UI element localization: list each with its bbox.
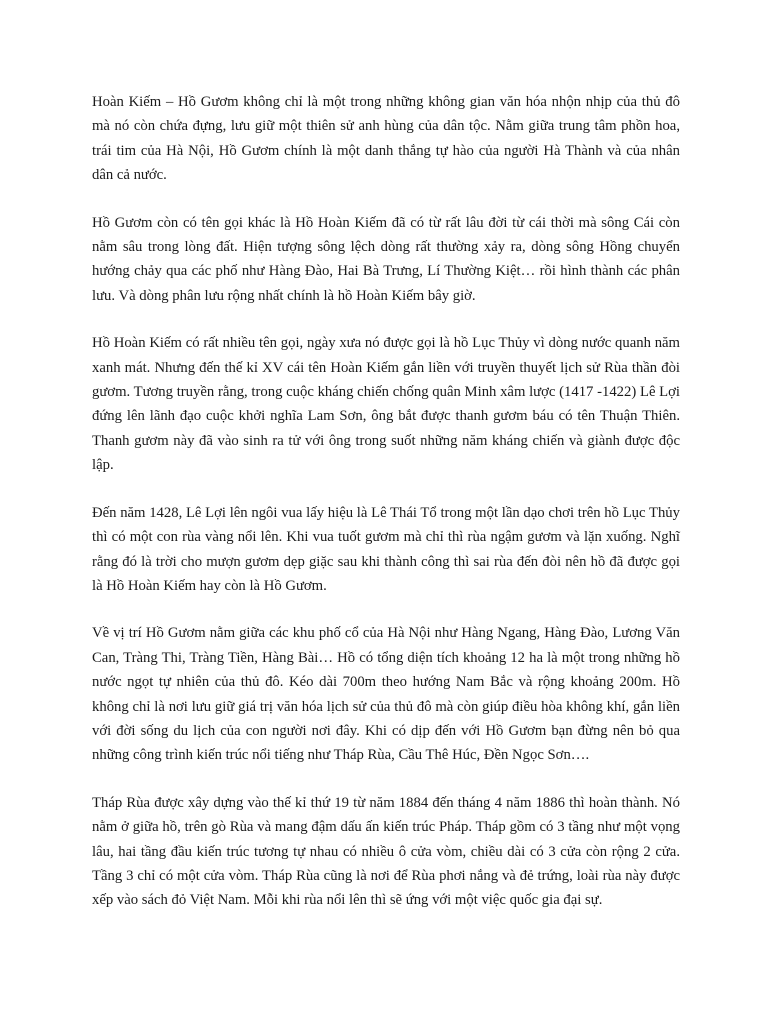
- paragraph-2: Hồ Gươm còn có tên gọi khác là Hồ Hoàn Kiếm đã có từ rất lâu đời từ cái thời mà sông Cái còn nằm sâu trong lòng đất. Hiện tượng sông lệch dòng rất thường xảy ra, dòng sông Hồng chuyển hướng chảy qua các phố như Hàng Đào, Hai Bà Trưng, Lí Thường Kiệt… rồi hình thành các phân lưu. Và dòng phân lưu rộng nhất chính là hồ Hoàn Kiếm bây giờ.: [92, 214, 680, 304]
- paragraph-5: Về vị trí Hồ Gươm nằm giữa các khu phố cổ của Hà Nội như Hàng Ngang, Hàng Đào, Lương Văn Can, Tràng Thi, Tràng Tiền, Hàng Bài… Hồ có tổng diện tích khoảng 12 ha là một trong những hồ nước ngọt tự nhiên của thủ đô. Kéo dài 700m theo hướng Nam Bắc và rộng khoảng 200m. Hồ không chỉ là nơi lưu giữ giá trị văn hóa lịch sử của thủ đô mà còn giúp điều hòa không khí, gắn liền với đời sống du lịch của con người nơi đây. Khi có dịp đến với Hồ Gươm bạn đừng nên bỏ qua những công trình kiến trúc nổi tiếng như Tháp Rùa, Cầu Thê Húc, Đền Ngọc Sơn….: [92, 625, 680, 764]
- paragraph-1: Hoàn Kiếm – Hồ Gươm không chỉ là một trong những không gian văn hóa nhộn nhịp của thủ đô mà nó còn chứa đựng, lưu giữ một thiên sử anh hùng của dân tộc. Nằm giữa trung tâm phồn hoa, trái tim của Hà Nội, Hồ Gươm chính là một danh thắng tự hào của người Hà Thành và của nhân dân cả nước.: [92, 94, 680, 184]
- document-page: [92, 90, 680, 936]
- paragraph-3: Hồ Hoàn Kiếm có rất nhiều tên gọi, ngày xưa nó được gọi là hồ Lục Thủy vì dòng nước quanh năm xanh mát. Nhưng đến thế kỉ XV cái tên Hoàn Kiếm gắn liền với truyền thuyết lịch sử Rùa thần đòi gươm. Tương truyền rằng, trong cuộc kháng chiến chống quân Minh xâm lược (1417 -1422) Lê Lợi đứng lên lãnh đạo cuộc khởi nghĩa Lam Sơn, ông bắt được thanh gươm báu có tên Thuận Thiên. Thanh gươm này đã vào sinh ra tử với ông trong suốt những năm kháng chiến và giành được độc lập.: [92, 335, 680, 474]
- paragraph-6: Tháp Rùa được xây dựng vào thế kỉ thứ 19 từ năm 1884 đến tháng 4 năm 1886 thì hoàn thành. Nó nằm ở giữa hồ, trên gò Rùa và mang đậm dấu ấn kiến trúc Pháp. Tháp gồm có 3 tầng như một vọng lâu, hai tầng đầu kiến trúc tương tự nhau có nhiều ô cửa vòm, chiều dài có 3 cửa còn rộng 2 cửa. Tầng 3 chỉ có một cửa vòm. Tháp Rùa cũng là nơi để Rùa phơi nắng và đẻ trứng, loài rùa này được xếp vào sách đỏ Việt Nam. Mỗi khi rùa nổi lên thì sẽ ứng với một việc quốc gia đại sự.: [92, 794, 680, 909]
- paragraph-4: Đến năm 1428, Lê Lợi lên ngôi vua lấy hiệu là Lê Thái Tổ trong một lần dạo chơi trên hồ Lục Thủy thì có một con rùa vàng nổi lên. Khi vua tuốt gươm mà chỉ thì rùa ngậm gươm và lặn xuống. Nghĩ rằng đó là trời cho mượn gươm dẹp giặc sau khi thành công thì sai rùa đến đòi nên hồ đã được gọi là Hồ Hoàn Kiếm hay còn là Hồ Gươm.: [92, 504, 680, 594]
